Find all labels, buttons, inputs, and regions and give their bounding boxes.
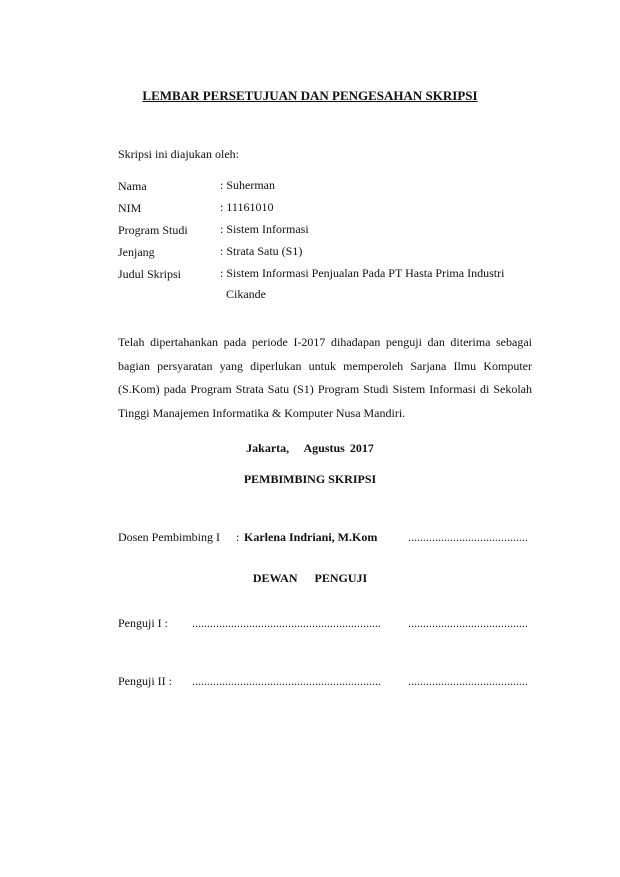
info-value-jenjang: : Strata Satu (S1) <box>220 244 303 258</box>
dosen-signature-line: ........................................ <box>408 530 528 544</box>
dosen-name: Karlena Indriani, M.Kom <box>244 530 378 544</box>
info-value-nim: : 11161010 <box>220 200 274 214</box>
dosen-sep: : <box>236 530 240 544</box>
info-value-program-studi: : Sistem Informasi <box>220 222 309 236</box>
penguji-name-line: ............................................................... <box>192 674 381 688</box>
page-title: LEMBAR PERSETUJUAN DAN PENGESAHAN SKRIPSI <box>142 88 478 103</box>
info-label-judul: Judul Skripsi <box>118 267 182 281</box>
penguji-label: Penguji II : <box>118 674 172 688</box>
pembimbing-heading: PEMBIMBING SKRIPSI <box>243 472 377 486</box>
info-label-jenjang: Jenjang <box>118 245 155 259</box>
penguji-row <box>118 674 528 689</box>
penguji-signature-line: ........................................ <box>408 674 528 688</box>
info-row-judul <box>118 263 520 305</box>
info-row-nim <box>118 197 520 219</box>
student-info-table <box>118 175 520 305</box>
intro-text: Skripsi ini diajukan oleh: <box>118 147 239 161</box>
info-value-nama: : Suherman <box>220 178 275 192</box>
penguji-label: Penguji I : <box>118 616 168 630</box>
info-value-judul-line1: : Sistem Informasi Penjualan Pada PT Hasta Prima Industri <box>220 266 505 280</box>
info-label-program-studi: Program Studi <box>118 223 188 237</box>
dosen-label: Dosen Pembimbing I <box>118 530 220 544</box>
place-date: Jakarta, Agustus 2017 <box>246 441 374 455</box>
info-value-judul-line2: Cikande <box>226 287 266 301</box>
info-row-jenjang <box>118 241 520 263</box>
penguji-row <box>118 616 528 631</box>
info-label-nim: NIM <box>118 201 142 215</box>
dosen-pembimbing-row <box>118 530 528 545</box>
approval-paragraph: Telah dipertahankan pada periode I-2017 dihadapan penguji dan diterima sebagai bagian persyaratan yang diperlukan untuk memperoleh Sarjana Ilmu Komputer (S.Kom) pada Program Strata Satu (S1) Program Studi Sistem Informasi di Sekolah Tinggi Manajemen Informatika & Komputer Nusa Mandiri. <box>118 335 532 420</box>
penguji-signature-line: ........................................ <box>408 616 528 630</box>
dewan-penguji-heading: DEWAN PENGUJI <box>252 571 368 585</box>
info-label-nama: Nama <box>118 179 147 193</box>
info-value-judul <box>220 263 520 305</box>
info-row-nama <box>118 175 520 197</box>
info-row-program-studi <box>118 219 520 241</box>
penguji-name-line: ............................................................... <box>192 616 381 630</box>
